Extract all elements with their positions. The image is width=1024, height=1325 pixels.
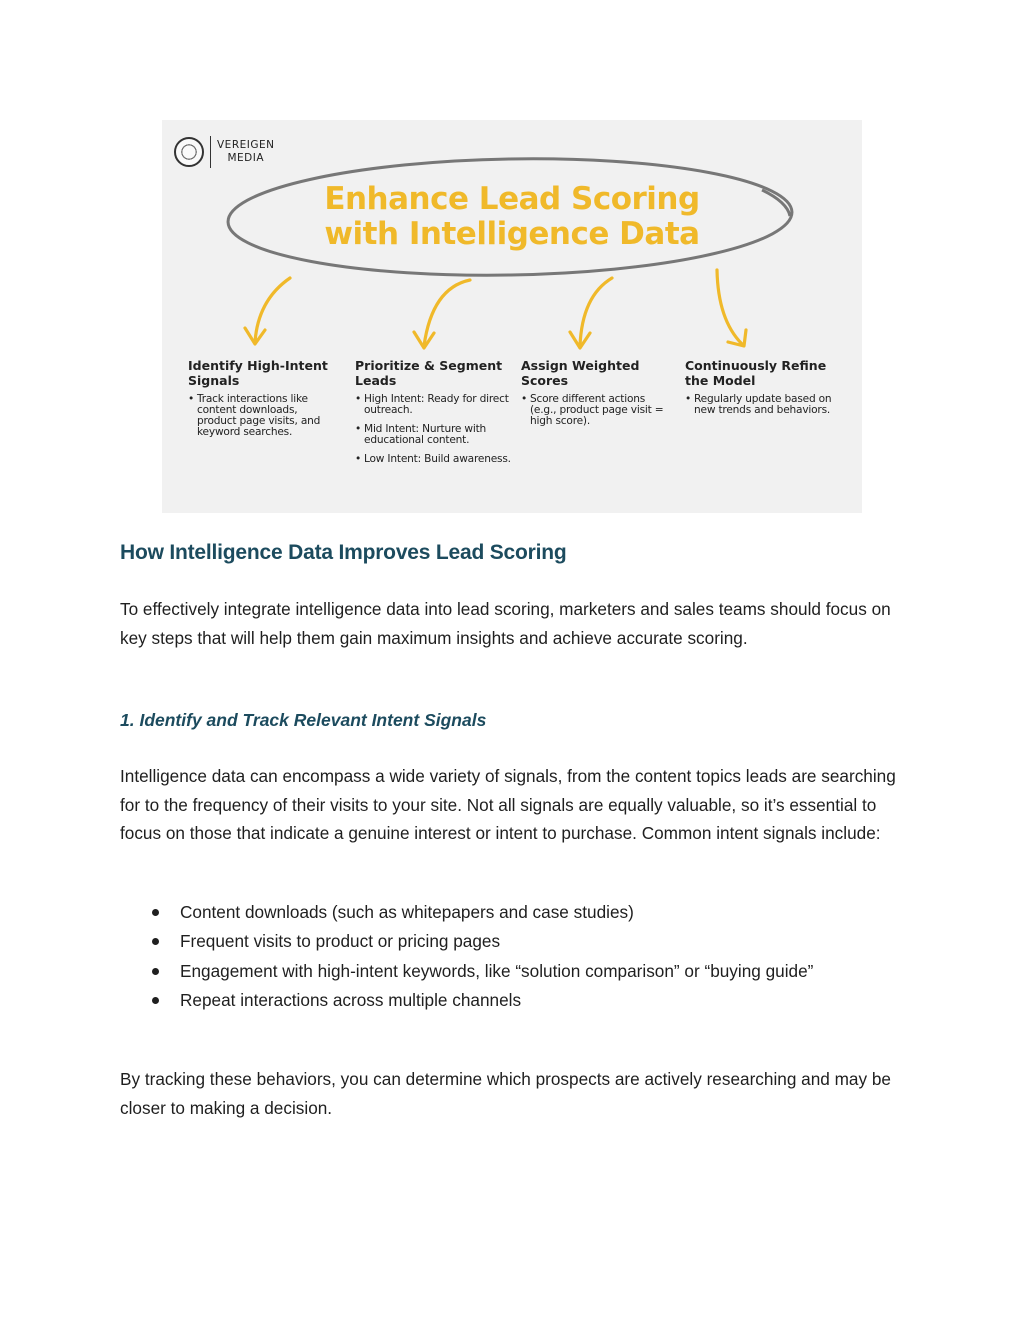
closing-paragraph: By tracking these behaviors, you can determine which prospects are actively researching and may be closer to making a decision.	[120, 1069, 891, 1118]
column-heading: Continuously Refine the Model	[685, 358, 827, 388]
bullet-icon	[152, 968, 159, 975]
article-heading: How Intelligence Data Improves Lead Scoring	[120, 541, 567, 564]
list-item-text: Frequent visits to product or pricing pages	[180, 931, 501, 952]
column-heading: Identify High-Intent Signals	[188, 358, 328, 388]
logo-line1: VEREIGEN	[217, 139, 275, 151]
column-bullet: • Mid Intent: Nurture with educational content.	[355, 424, 515, 446]
column-bullet: • High Intent: Ready for direct outreach.	[355, 394, 515, 416]
arrow-3-icon	[580, 278, 612, 346]
list-item	[120, 927, 860, 956]
column-bullet: • Regularly update based on new trends and behaviors.	[685, 394, 845, 416]
list-item-text: Content downloads (such as whitepapers and case studies)	[180, 902, 634, 922]
section-title: 1. Identify and Track Relevant Intent Signals	[120, 710, 487, 730]
arrow-1-icon	[255, 278, 290, 342]
logo-line2: MEDIA	[227, 152, 265, 164]
bullet-icon	[152, 997, 159, 1004]
column-heading: Prioritize & Segment Leads	[355, 358, 503, 388]
list-item	[120, 986, 860, 1015]
column-identify	[188, 358, 338, 446]
bullet-icon	[152, 909, 159, 916]
column-bullet: • Score different actions (e.g., product page visit = high score).	[521, 394, 673, 427]
intro-paragraph: To effectively integrate intelligence data into lead scoring, marketers and sales teams should focus on key steps that will help them gain maximum insights and achieve accurate scoring.	[120, 599, 891, 648]
list-item	[120, 957, 860, 986]
infographic-image	[162, 120, 862, 513]
column-heading: Assign Weighted Scores	[521, 358, 640, 388]
column-prioritize	[355, 358, 515, 473]
bullet-icon	[152, 938, 159, 945]
arrow-4-icon	[717, 270, 742, 344]
intent-signals-list	[120, 898, 920, 1015]
logo-separator	[210, 136, 211, 168]
column-assign	[521, 358, 673, 435]
logo-seal-icon	[174, 137, 204, 167]
title-line2: with Intelligence Data	[324, 216, 700, 252]
logo-text	[217, 139, 274, 165]
section-paragraph: Intelligence data can encompass a wide variety of signals, from the content topics leads are searching for to the frequency of their visits to your site. Not all signals are equally valuable, so it’s essential to focus on those that indicate a genuine interest or intent to purchase. Common intent signals include:	[120, 766, 896, 844]
column-bullet: • Track interactions like content downloads, product page visits, and keyword searches.	[188, 394, 338, 438]
vereigen-logo	[174, 136, 274, 168]
list-item	[120, 898, 860, 927]
title-line1: Enhance Lead Scoring	[324, 181, 700, 217]
infographic-title	[262, 182, 762, 252]
column-refine	[685, 358, 845, 424]
list-item-text: Repeat interactions across multiple channels	[180, 989, 522, 1010]
column-bullet: • Low Intent: Build awareness.	[355, 454, 515, 465]
list-item-text: Engagement with high-intent keywords, like “solution comparison” or “buying guide”	[180, 960, 814, 981]
